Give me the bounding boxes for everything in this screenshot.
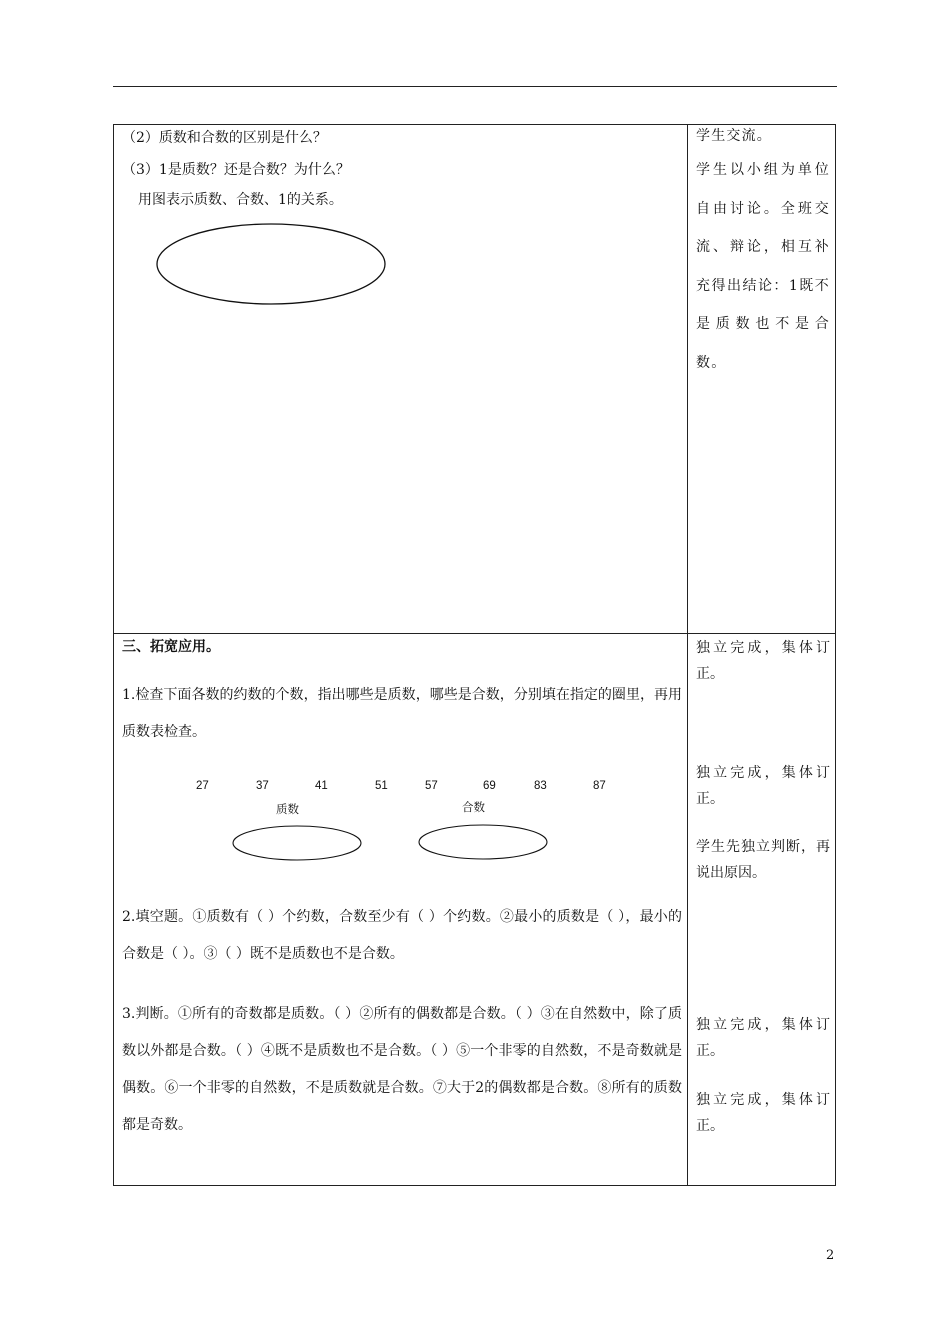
question-2: （2）质数和合数的区别是什么？ — [122, 130, 327, 146]
number-87: 87 — [593, 780, 606, 792]
number-83: 83 — [534, 780, 547, 792]
number-69: 69 — [483, 780, 496, 792]
number-57: 57 — [425, 780, 438, 792]
relationship-oval — [150, 218, 394, 310]
exercise-1-text: 1.检查下面各数的约数的个数，指出哪些是质数，哪些是合数，分别填在指定的圈里，再用质数表检查。 — [122, 687, 682, 740]
number-27: 27 — [196, 780, 209, 792]
side-note-discussion: 学生交流。 — [696, 128, 772, 144]
table-column-divider — [687, 124, 688, 1186]
number-41: 41 — [315, 780, 328, 792]
question-3: （3）1是质数？还是合数？为什么？ — [122, 162, 350, 178]
side-note-1: 独立完成，集体订正。 — [696, 640, 830, 682]
composite-label: 合数 — [462, 802, 485, 814]
side-note-3: 学生先独立判断，再说出原因。 — [696, 839, 830, 881]
prime-oval — [228, 821, 368, 867]
side-note-4: 独立完成，集体订正。 — [696, 1017, 830, 1059]
header-rule — [113, 86, 837, 87]
side-note-2: 独立完成，集体订正。 — [696, 765, 830, 807]
diagram-instruction: 用图表示质数、合数、1的关系。 — [138, 192, 343, 208]
exercise-2-text: 2.填空题。①质数有（ ）个约数，合数至少有（ ）个约数。②最小的质数是（ ），最小的合数是（ ）。③（ ）既不是质数也不是合数。 — [122, 909, 682, 962]
number-51: 51 — [375, 780, 388, 792]
prime-label: 质数 — [276, 804, 299, 816]
table-row-divider — [113, 633, 836, 634]
section-3-heading: 三、拓宽应用。 — [122, 639, 220, 655]
number-37: 37 — [256, 780, 269, 792]
exercise-3-text: 3.判断。①所有的奇数都是质数。（ ）②所有的偶数都是合数。（ ）③在自然数中，除了质数以外都是合数。（ ）④既不是质数也不是合数。（ ）⑤一个非零的自然数，不是奇数就是偶数。⑥一个非零的自然数，不是质数就是合数。⑦大于2的偶数都是合数。⑧所有的质数都是奇数。 — [122, 1006, 682, 1133]
side-note-5: 独立完成，集体订正。 — [696, 1092, 830, 1134]
composite-oval — [415, 818, 555, 864]
page-number: 2 — [826, 1248, 835, 1263]
side-note-conclusion: 学生以小组为单位自由讨论。全班交流、辩论，相互补充得出结论：1既不是质数也不是合数。 — [696, 162, 830, 371]
